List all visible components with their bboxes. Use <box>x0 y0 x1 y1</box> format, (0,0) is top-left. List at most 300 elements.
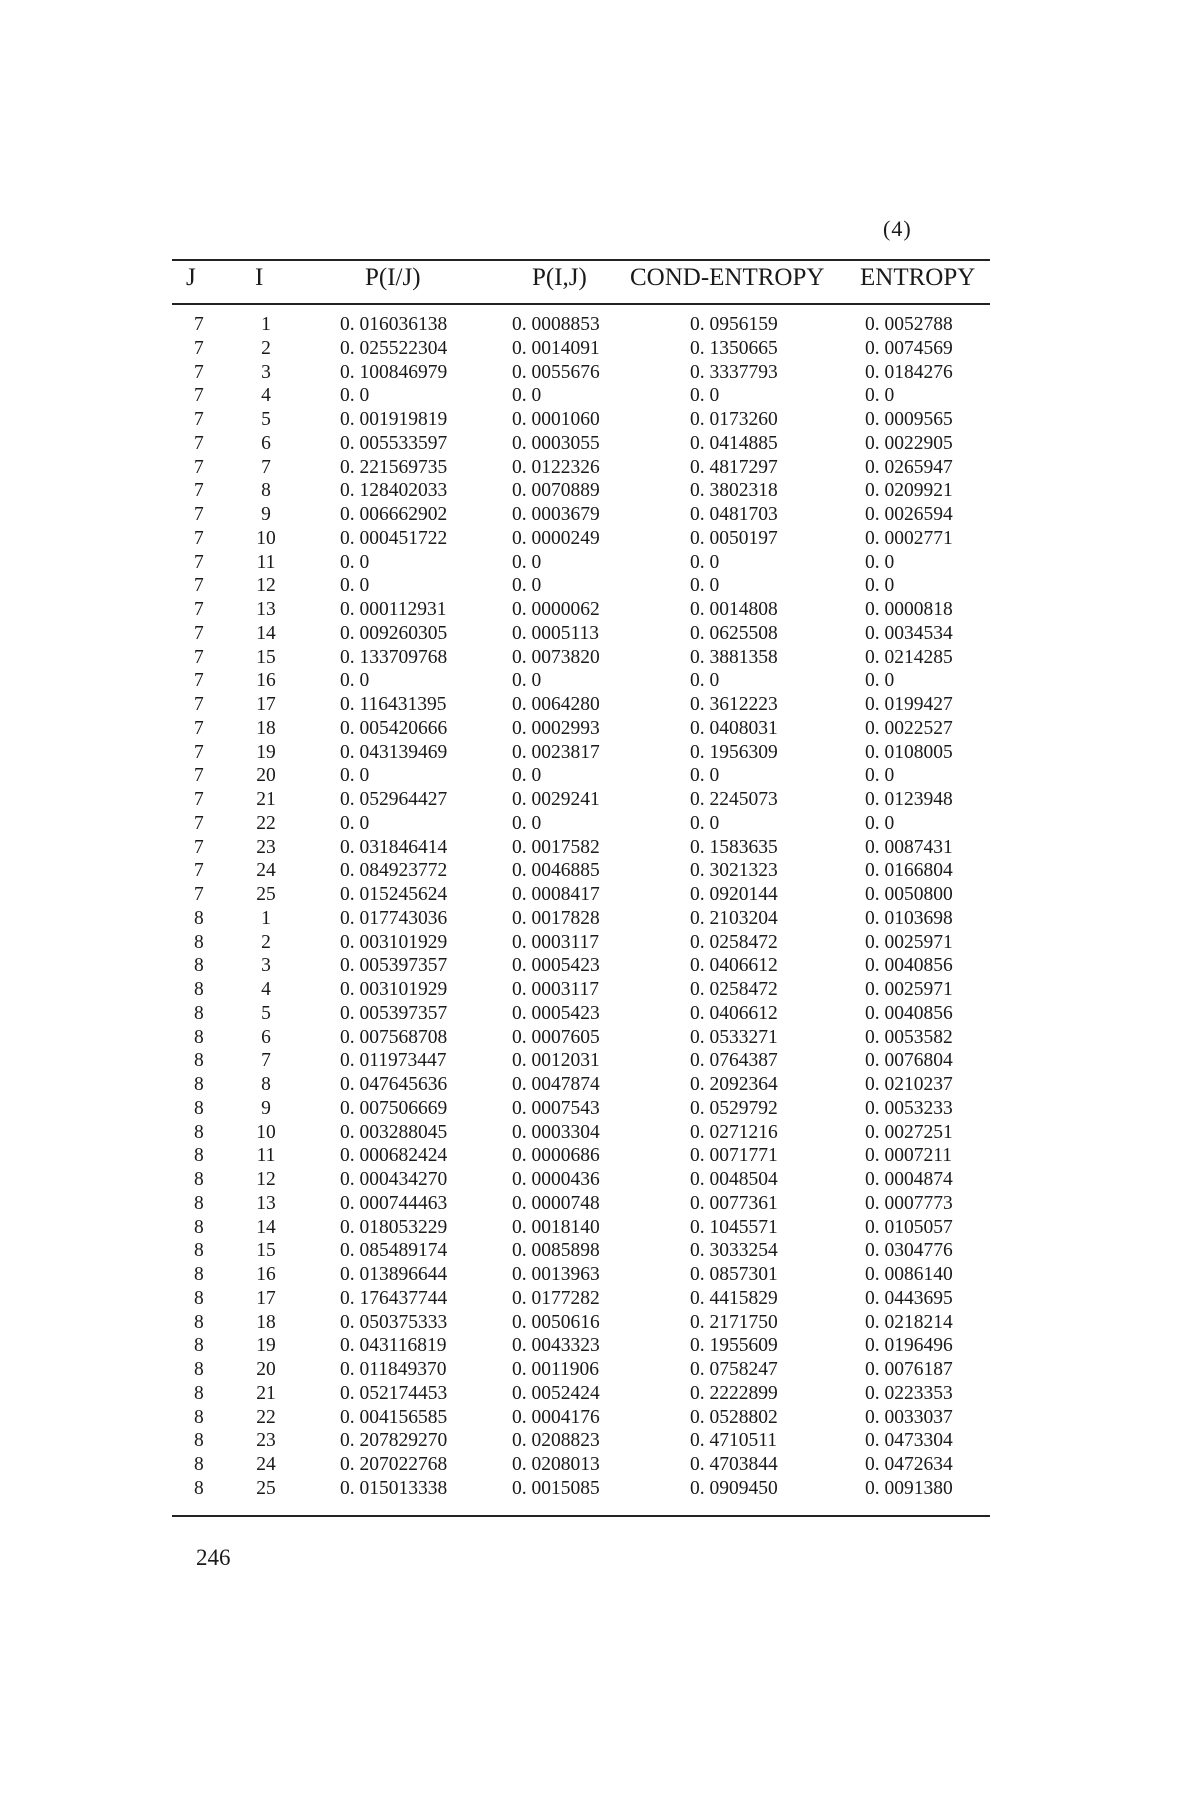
table-row <box>0 978 1200 1002</box>
cell-p-i-given-j: 0. 000451722 <box>340 527 448 549</box>
cell-i: 23 <box>256 836 276 858</box>
cell-entropy: 0. 0025971 <box>865 931 953 953</box>
cell-i: 16 <box>256 1264 276 1285</box>
cell-p-i-given-j: 0. 018053229 <box>340 1216 448 1238</box>
cell-p-i-j: 0. 0046885 <box>512 860 600 882</box>
cell-cond-entropy: 0. 0050197 <box>690 527 778 549</box>
cell-j: 7 <box>194 551 204 573</box>
cell-p-i-given-j: 0. 000682424 <box>340 1145 448 1167</box>
table-row <box>0 313 1200 337</box>
cell-i: 6 <box>261 1026 271 1048</box>
table-row <box>0 337 1200 361</box>
table-row <box>0 598 1200 622</box>
cell-p-i-given-j: 0. 000434270 <box>340 1169 448 1190</box>
cell-j: 8 <box>194 1026 204 1048</box>
cell-entropy: 0. 0105057 <box>865 1216 953 1238</box>
cell-entropy: 0. 0074569 <box>865 337 953 359</box>
table-row <box>0 432 1200 456</box>
cell-p-i-j: 0. 0023817 <box>512 741 600 763</box>
cell-i: 9 <box>261 504 271 525</box>
table-bottom-rule <box>172 1515 990 1517</box>
cell-p-i-j: 0. 0055676 <box>512 361 600 383</box>
cell-p-i-given-j: 0. 052174453 <box>340 1382 448 1404</box>
cell-i: 17 <box>256 1287 276 1309</box>
cell-j: 7 <box>194 694 204 715</box>
cell-cond-entropy: 0. 0414885 <box>690 432 778 454</box>
cell-i: 9 <box>261 1097 271 1119</box>
cell-p-i-j: 0. 0003304 <box>512 1121 600 1143</box>
cell-j: 7 <box>194 812 204 834</box>
cell-j: 8 <box>194 1335 204 1357</box>
cell-cond-entropy: 0. 0406612 <box>690 1002 778 1024</box>
cell-i: 19 <box>256 1335 276 1357</box>
cell-entropy: 0. 0 <box>865 385 895 407</box>
cell-j: 8 <box>194 1406 204 1428</box>
cell-j: 8 <box>194 1002 204 1024</box>
cell-p-i-j: 0. 0000748 <box>512 1192 600 1214</box>
cell-entropy: 0. 0000818 <box>865 599 953 620</box>
cell-p-i-given-j: 0. 000112931 <box>340 599 447 620</box>
cell-entropy: 0. 0040856 <box>865 1002 953 1024</box>
cell-p-i-j: 0. 0017828 <box>512 907 600 929</box>
cell-cond-entropy: 0. 3802318 <box>690 480 778 502</box>
cell-i: 21 <box>256 789 276 810</box>
cell-p-i-given-j: 0. 005397357 <box>340 955 448 977</box>
cell-cond-entropy: 0. 3337793 <box>690 361 778 383</box>
table-header <box>0 262 1200 302</box>
cell-p-i-j: 0. 0029241 <box>512 789 600 810</box>
cell-p-i-given-j: 0. 015013338 <box>340 1477 448 1499</box>
table-row <box>0 954 1200 978</box>
cell-i: 17 <box>256 694 276 715</box>
cell-p-i-j: 0. 0008417 <box>512 884 600 905</box>
cell-p-i-given-j: 0. 052964427 <box>340 789 448 810</box>
cell-p-i-j: 0. 0208013 <box>512 1454 600 1475</box>
table-row <box>0 646 1200 670</box>
cell-i: 18 <box>256 717 276 739</box>
cell-entropy: 0. 0218214 <box>865 1311 953 1333</box>
cell-cond-entropy: 0. 0 <box>690 812 720 834</box>
cell-p-i-given-j: 0. 0 <box>340 385 370 407</box>
cell-entropy: 0. 0304776 <box>865 1240 953 1262</box>
cell-j: 8 <box>194 1121 204 1143</box>
cell-p-i-j: 0. 0005423 <box>512 955 600 977</box>
cell-i: 18 <box>256 1311 276 1333</box>
cell-cond-entropy: 0. 1045571 <box>690 1216 778 1238</box>
cell-i: 25 <box>256 884 276 905</box>
cell-i: 10 <box>256 527 276 549</box>
cell-p-i-j: 0. 0043323 <box>512 1335 600 1357</box>
cell-j: 8 <box>194 1311 204 1333</box>
table-row <box>0 574 1200 598</box>
table-row <box>0 1429 1200 1453</box>
cell-p-i-j: 0. 0001060 <box>512 409 600 430</box>
cell-p-i-j: 0. 0011906 <box>512 1359 600 1380</box>
table-row <box>0 1121 1200 1145</box>
cell-p-i-given-j: 0. 003101929 <box>340 979 448 1000</box>
cell-j: 7 <box>194 385 204 407</box>
table-row <box>0 1239 1200 1263</box>
cell-j: 8 <box>194 907 204 929</box>
cell-i: 15 <box>256 1240 276 1262</box>
cell-p-i-given-j: 0. 007506669 <box>340 1097 448 1119</box>
cell-i: 22 <box>256 812 276 834</box>
cell-j: 7 <box>194 432 204 454</box>
cell-i: 21 <box>256 1382 276 1404</box>
cell-p-i-given-j: 0. 025522304 <box>340 337 448 359</box>
table-row <box>0 1477 1200 1501</box>
cell-cond-entropy: 0. 2245073 <box>690 789 778 810</box>
cell-p-i-j: 0. 0017582 <box>512 836 600 858</box>
cell-i: 11 <box>256 551 276 573</box>
table-row <box>0 931 1200 955</box>
table-row <box>0 907 1200 931</box>
cell-i: 4 <box>261 979 271 1000</box>
table-row <box>0 1287 1200 1311</box>
cell-p-i-given-j: 0. 005397357 <box>340 1002 448 1024</box>
cell-p-i-given-j: 0. 176437744 <box>340 1287 448 1309</box>
cell-p-i-j: 0. 0 <box>512 765 542 787</box>
table-row <box>0 1263 1200 1287</box>
cell-j: 7 <box>194 836 204 858</box>
cell-entropy: 0. 0472634 <box>865 1454 953 1475</box>
cell-j: 7 <box>194 741 204 763</box>
table-row <box>0 622 1200 646</box>
cell-p-i-given-j: 0. 221569735 <box>340 456 448 478</box>
cell-cond-entropy: 0. 0956159 <box>690 314 778 335</box>
cell-entropy: 0. 0214285 <box>865 646 953 668</box>
cell-p-i-j: 0. 0008853 <box>512 314 600 335</box>
cell-i: 1 <box>261 314 271 335</box>
cell-p-i-j: 0. 0 <box>512 551 542 573</box>
cell-p-i-j: 0. 0 <box>512 670 542 692</box>
cell-i: 6 <box>261 432 271 454</box>
cell-entropy: 0. 0087431 <box>865 836 953 858</box>
cell-cond-entropy: 0. 1583635 <box>690 836 778 858</box>
cell-i: 20 <box>256 1359 276 1380</box>
cell-j: 7 <box>194 789 204 810</box>
table-row <box>0 384 1200 408</box>
cell-cond-entropy: 0. 0481703 <box>690 504 778 525</box>
cell-p-i-given-j: 0. 009260305 <box>340 622 448 644</box>
table-row <box>0 1216 1200 1240</box>
table-row <box>0 527 1200 551</box>
cell-p-i-given-j: 0. 100846979 <box>340 361 448 383</box>
table-header-rule <box>172 303 990 305</box>
cell-i: 24 <box>256 860 276 882</box>
cell-j: 7 <box>194 337 204 359</box>
cell-cond-entropy: 0. 3881358 <box>690 646 778 668</box>
cell-cond-entropy: 0. 0529792 <box>690 1097 778 1119</box>
cell-j: 8 <box>194 1192 204 1214</box>
cell-entropy: 0. 0196496 <box>865 1335 953 1357</box>
cell-cond-entropy: 0. 1955609 <box>690 1335 778 1357</box>
cell-entropy: 0. 0076187 <box>865 1359 953 1380</box>
table-row <box>0 812 1200 836</box>
cell-entropy: 0. 0022905 <box>865 432 953 454</box>
cell-i: 8 <box>261 480 271 502</box>
cell-cond-entropy: 0. 3021323 <box>690 860 778 882</box>
cell-p-i-j: 0. 0050616 <box>512 1311 600 1333</box>
cell-entropy: 0. 0 <box>865 812 895 834</box>
cell-i: 16 <box>256 670 276 692</box>
cell-p-i-given-j: 0. 011849370 <box>340 1359 447 1380</box>
cell-p-i-j: 0. 0070889 <box>512 480 600 502</box>
cell-cond-entropy: 0. 0920144 <box>690 884 778 905</box>
cell-i: 19 <box>256 741 276 763</box>
cell-p-i-j: 0. 0208823 <box>512 1430 600 1452</box>
cell-i: 25 <box>256 1477 276 1499</box>
cell-entropy: 0. 0076804 <box>865 1050 953 1072</box>
table-row <box>0 408 1200 432</box>
cell-entropy: 0. 0223353 <box>865 1382 953 1404</box>
table-row <box>0 836 1200 860</box>
cell-i: 2 <box>261 337 271 359</box>
cell-p-i-given-j: 0. 004156585 <box>340 1406 448 1428</box>
page-number: 246 <box>196 1545 231 1570</box>
table-row <box>0 361 1200 385</box>
cell-i: 1 <box>261 907 271 929</box>
table-row <box>0 741 1200 765</box>
table-row <box>0 1453 1200 1477</box>
cell-j: 8 <box>194 1216 204 1238</box>
cell-cond-entropy: 0. 0258472 <box>690 979 778 1000</box>
table-row <box>0 1049 1200 1073</box>
cell-i: 2 <box>261 931 271 953</box>
cell-p-i-j: 0. 0012031 <box>512 1050 600 1072</box>
cell-entropy: 0. 0027251 <box>865 1121 953 1143</box>
table-row <box>0 1358 1200 1382</box>
table-row <box>0 669 1200 693</box>
header-cond-entropy: COND-ENTROPY <box>630 264 825 291</box>
cell-cond-entropy: 0. 0 <box>690 551 720 573</box>
page-label: (4) <box>883 216 912 241</box>
cell-cond-entropy: 0. 0271216 <box>690 1121 778 1143</box>
cell-i: 12 <box>256 575 276 597</box>
cell-i: 13 <box>256 599 276 620</box>
table-row <box>0 1144 1200 1168</box>
cell-i: 11 <box>256 1145 276 1167</box>
cell-p-i-j: 0. 0003117 <box>512 931 600 953</box>
cell-i: 3 <box>261 955 271 977</box>
cell-cond-entropy: 0. 0 <box>690 575 720 597</box>
cell-cond-entropy: 0. 4703844 <box>690 1454 778 1475</box>
cell-i: 5 <box>261 1002 271 1024</box>
cell-j: 8 <box>194 1097 204 1119</box>
cell-p-i-given-j: 0. 207022768 <box>340 1454 448 1475</box>
cell-p-i-given-j: 0. 128402033 <box>340 480 448 502</box>
cell-entropy: 0. 0052788 <box>865 314 953 335</box>
cell-cond-entropy: 0. 0048504 <box>690 1169 778 1190</box>
cell-p-i-given-j: 0. 043139469 <box>340 741 448 763</box>
cell-entropy: 0. 0265947 <box>865 456 953 478</box>
cell-p-i-given-j: 0. 006662902 <box>340 504 448 525</box>
cell-j: 8 <box>194 1240 204 1262</box>
cell-p-i-given-j: 0. 001919819 <box>340 409 448 430</box>
cell-p-i-given-j: 0. 047645636 <box>340 1074 448 1095</box>
cell-p-i-j: 0. 0003679 <box>512 504 600 525</box>
cell-p-i-given-j: 0. 207829270 <box>340 1430 448 1452</box>
table-body <box>0 313 1200 1501</box>
cell-cond-entropy: 0. 0764387 <box>690 1050 778 1072</box>
cell-i: 7 <box>261 1050 271 1072</box>
cell-p-i-j: 0. 0085898 <box>512 1240 600 1262</box>
cell-entropy: 0. 0053233 <box>865 1097 953 1119</box>
header-i: I <box>255 264 264 291</box>
cell-cond-entropy: 0. 0909450 <box>690 1477 778 1499</box>
cell-j: 8 <box>194 1477 204 1499</box>
cell-j: 7 <box>194 884 204 905</box>
cell-entropy: 0. 0040856 <box>865 955 953 977</box>
header-p-i-j: P(I,J) <box>532 264 587 291</box>
cell-j: 8 <box>194 955 204 977</box>
cell-entropy: 0. 0123948 <box>865 789 953 810</box>
cell-entropy: 0. 0022527 <box>865 717 953 739</box>
cell-entropy: 0. 0004874 <box>865 1169 953 1190</box>
cell-p-i-j: 0. 0122326 <box>512 456 600 478</box>
cell-p-i-given-j: 0. 005533597 <box>340 432 448 454</box>
table-row <box>0 551 1200 575</box>
cell-cond-entropy: 0. 2171750 <box>690 1311 778 1333</box>
cell-cond-entropy: 0. 4710511 <box>690 1430 778 1452</box>
cell-entropy: 0. 0033037 <box>865 1406 953 1428</box>
cell-p-i-j: 0. 0015085 <box>512 1477 600 1499</box>
cell-j: 8 <box>194 1359 204 1380</box>
cell-p-i-given-j: 0. 017743036 <box>340 907 448 929</box>
cell-i: 15 <box>256 646 276 668</box>
cell-j: 8 <box>194 1074 204 1095</box>
cell-i: 3 <box>261 361 271 383</box>
cell-p-i-j: 0. 0013963 <box>512 1264 600 1285</box>
cell-p-i-j: 0. 0004176 <box>512 1406 600 1428</box>
cell-j: 8 <box>194 1264 204 1285</box>
cell-i: 4 <box>261 385 271 407</box>
cell-p-i-j: 0. 0000436 <box>512 1169 600 1190</box>
cell-cond-entropy: 0. 0625508 <box>690 622 778 644</box>
cell-cond-entropy: 0. 4415829 <box>690 1287 778 1309</box>
cell-cond-entropy: 0. 0077361 <box>690 1192 778 1214</box>
cell-i: 7 <box>261 456 271 478</box>
cell-cond-entropy: 0. 1350665 <box>690 337 778 359</box>
table-row <box>0 883 1200 907</box>
cell-j: 7 <box>194 409 204 430</box>
table-row <box>0 1406 1200 1430</box>
cell-j: 7 <box>194 480 204 502</box>
cell-entropy: 0. 0 <box>865 670 895 692</box>
cell-entropy: 0. 0108005 <box>865 741 953 763</box>
cell-entropy: 0. 0053582 <box>865 1026 953 1048</box>
cell-entropy: 0. 0199427 <box>865 694 953 715</box>
table-row <box>0 1334 1200 1358</box>
cell-p-i-given-j: 0. 005420666 <box>340 717 448 739</box>
cell-p-i-j: 0. 0007543 <box>512 1097 600 1119</box>
cell-entropy: 0. 0103698 <box>865 907 953 929</box>
cell-p-i-j: 0. 0073820 <box>512 646 600 668</box>
cell-p-i-j: 0. 0000062 <box>512 599 600 620</box>
cell-j: 8 <box>194 1287 204 1309</box>
cell-entropy: 0. 0 <box>865 765 895 787</box>
cell-j: 8 <box>194 1145 204 1167</box>
cell-p-i-given-j: 0. 015245624 <box>340 884 448 905</box>
cell-j: 7 <box>194 765 204 787</box>
cell-entropy: 0. 0 <box>865 551 895 573</box>
cell-p-i-given-j: 0. 000744463 <box>340 1192 448 1214</box>
cell-p-i-given-j: 0. 011973447 <box>340 1050 447 1072</box>
cell-cond-entropy: 0. 0408031 <box>690 717 778 739</box>
cell-j: 7 <box>194 717 204 739</box>
cell-entropy: 0. 0210237 <box>865 1074 953 1095</box>
cell-i: 23 <box>256 1430 276 1452</box>
cell-j: 8 <box>194 1169 204 1190</box>
table-row <box>0 1097 1200 1121</box>
cell-j: 7 <box>194 575 204 597</box>
cell-j: 7 <box>194 504 204 525</box>
cell-j: 8 <box>194 1454 204 1475</box>
cell-cond-entropy: 0. 3612223 <box>690 694 778 715</box>
cell-p-i-given-j: 0. 0 <box>340 812 370 834</box>
table-row <box>0 859 1200 883</box>
cell-cond-entropy: 0. 0258472 <box>690 931 778 953</box>
cell-entropy: 0. 0050800 <box>865 884 953 905</box>
cell-p-i-j: 0. 0002993 <box>512 717 600 739</box>
cell-p-i-j: 0. 0177282 <box>512 1287 600 1309</box>
cell-entropy: 0. 0209921 <box>865 480 953 502</box>
cell-p-i-j: 0. 0003055 <box>512 432 600 454</box>
cell-entropy: 0. 0166804 <box>865 860 953 882</box>
cell-cond-entropy: 0. 0 <box>690 765 720 787</box>
table-row <box>0 1002 1200 1026</box>
cell-j: 7 <box>194 361 204 383</box>
cell-cond-entropy: 0. 1956309 <box>690 741 778 763</box>
cell-j: 7 <box>194 646 204 668</box>
cell-p-i-given-j: 0. 031846414 <box>340 836 448 858</box>
cell-p-i-j: 0. 0 <box>512 575 542 597</box>
cell-entropy: 0. 0473304 <box>865 1430 953 1452</box>
cell-p-i-j: 0. 0 <box>512 812 542 834</box>
header-p-i-given-j: P(I/J) <box>365 264 421 291</box>
cell-p-i-given-j: 0. 007568708 <box>340 1026 448 1048</box>
cell-p-i-given-j: 0. 0 <box>340 765 370 787</box>
cell-cond-entropy: 0. 0 <box>690 670 720 692</box>
table-row <box>0 693 1200 717</box>
header-entropy: ENTROPY <box>860 264 976 291</box>
cell-p-i-given-j: 0. 043116819 <box>340 1335 447 1357</box>
cell-p-i-j: 0. 0047874 <box>512 1074 600 1095</box>
cell-j: 8 <box>194 1430 204 1452</box>
cell-i: 14 <box>256 1216 276 1238</box>
cell-j: 7 <box>194 599 204 620</box>
cell-i: 12 <box>256 1169 276 1190</box>
table-row <box>0 1073 1200 1097</box>
cell-entropy: 0. 0002771 <box>865 527 953 549</box>
table-row <box>0 503 1200 527</box>
table-row <box>0 764 1200 788</box>
cell-p-i-given-j: 0. 133709768 <box>340 646 448 668</box>
cell-entropy: 0. 0184276 <box>865 361 953 383</box>
cell-p-i-given-j: 0. 0 <box>340 670 370 692</box>
cell-p-i-given-j: 0. 013896644 <box>340 1264 448 1285</box>
cell-cond-entropy: 0. 0014808 <box>690 599 778 620</box>
cell-i: 13 <box>256 1192 276 1214</box>
cell-p-i-j: 0. 0064280 <box>512 694 600 715</box>
cell-p-i-j: 0. 0014091 <box>512 337 600 359</box>
cell-p-i-given-j: 0. 084923772 <box>340 860 448 882</box>
cell-entropy: 0. 0086140 <box>865 1264 953 1285</box>
cell-entropy: 0. 0 <box>865 575 895 597</box>
cell-p-i-j: 0. 0052424 <box>512 1382 600 1404</box>
cell-entropy: 0. 0026594 <box>865 504 953 525</box>
cell-p-i-j: 0. 0005423 <box>512 1002 600 1024</box>
